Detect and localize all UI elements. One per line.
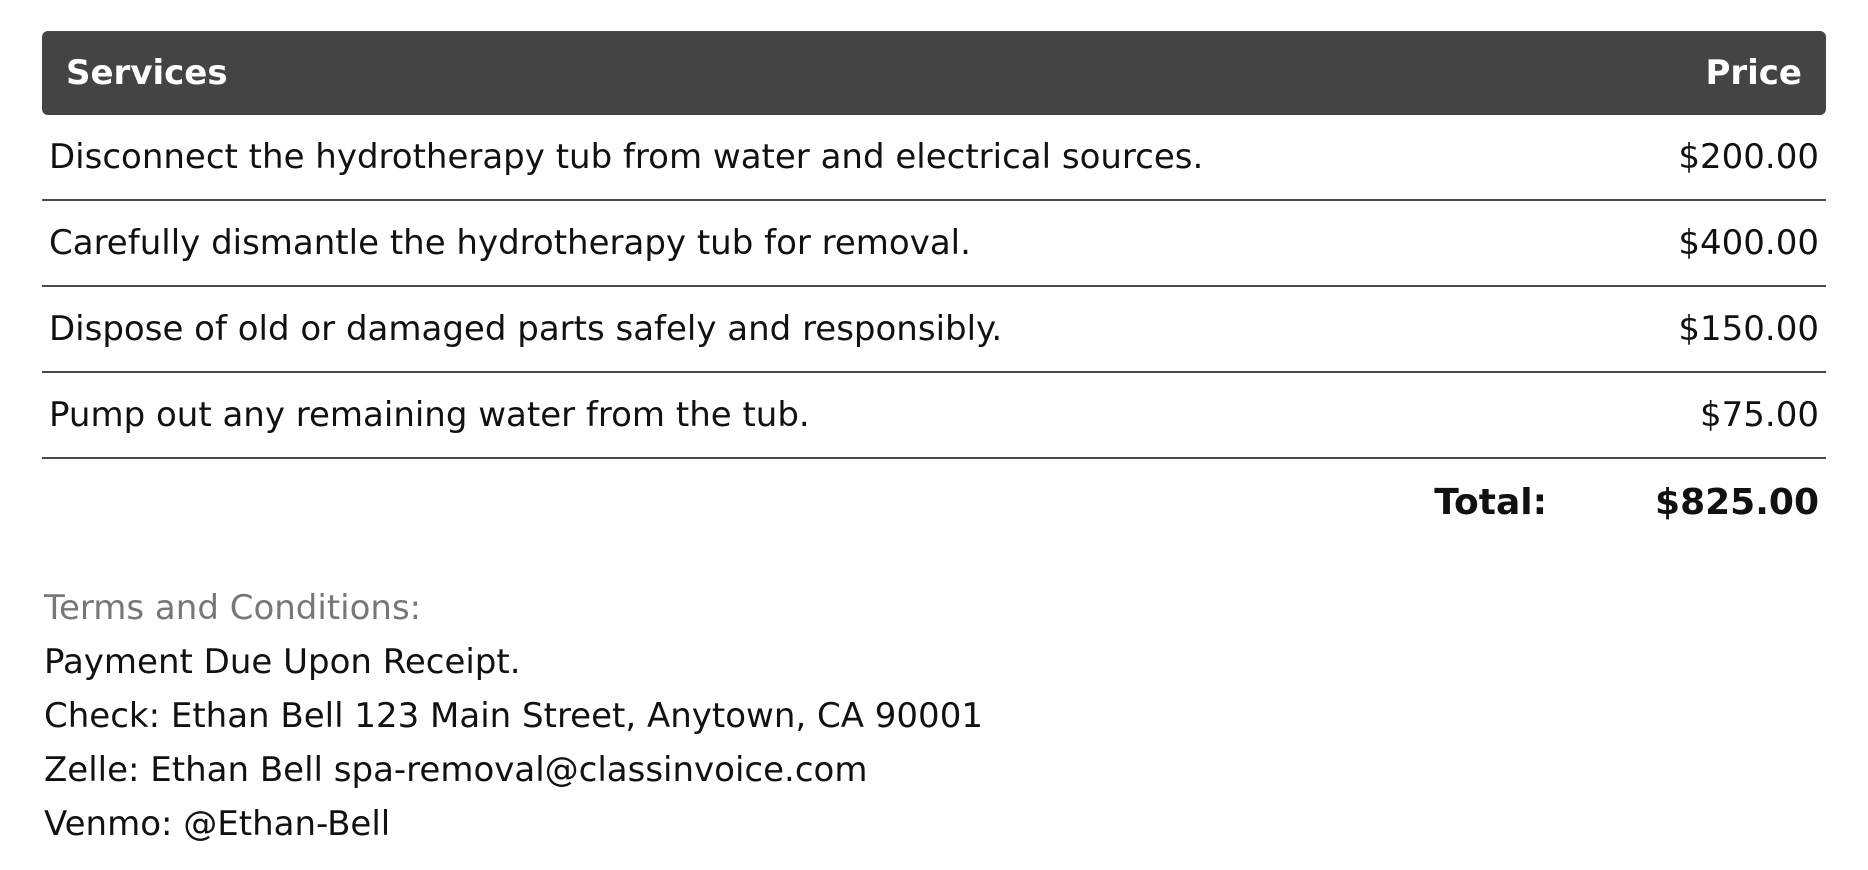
table-row (42, 287, 1826, 373)
terms-line-zelle: Zelle: Ethan Bell spa-removal@classinvoice.com (44, 750, 868, 790)
table-row (42, 115, 1826, 201)
terms-title: Terms and Conditions: (44, 588, 422, 628)
table-row (42, 373, 1826, 459)
services-table (42, 31, 1826, 545)
service-price: $75.00 (1700, 395, 1819, 435)
terms-section (44, 581, 983, 851)
table-row (42, 201, 1826, 287)
total-value: $825.00 (1655, 481, 1819, 523)
service-price: $150.00 (1678, 309, 1819, 349)
service-description: Dispose of old or damaged parts safely and responsibly. (49, 309, 1003, 349)
terms-line-payment-due: Payment Due Upon Receipt. (44, 642, 521, 682)
table-header (42, 31, 1826, 115)
service-price: $400.00 (1678, 223, 1819, 263)
services-column-header: Services (66, 53, 228, 93)
terms-line-check: Check: Ethan Bell 123 Main Street, Anytown, CA 90001 (44, 696, 983, 736)
service-description: Carefully dismantle the hydrotherapy tub for removal. (49, 223, 971, 263)
price-column-header: Price (1705, 53, 1802, 93)
service-price: $200.00 (1678, 137, 1819, 177)
service-description: Pump out any remaining water from the tub. (49, 395, 810, 435)
terms-line-venmo: Venmo: @Ethan-Bell (44, 804, 391, 844)
total-label: Total: (1434, 481, 1548, 523)
service-rows (42, 115, 1826, 459)
total-row (42, 459, 1826, 545)
service-description: Disconnect the hydrotherapy tub from water and electrical sources. (49, 137, 1204, 177)
